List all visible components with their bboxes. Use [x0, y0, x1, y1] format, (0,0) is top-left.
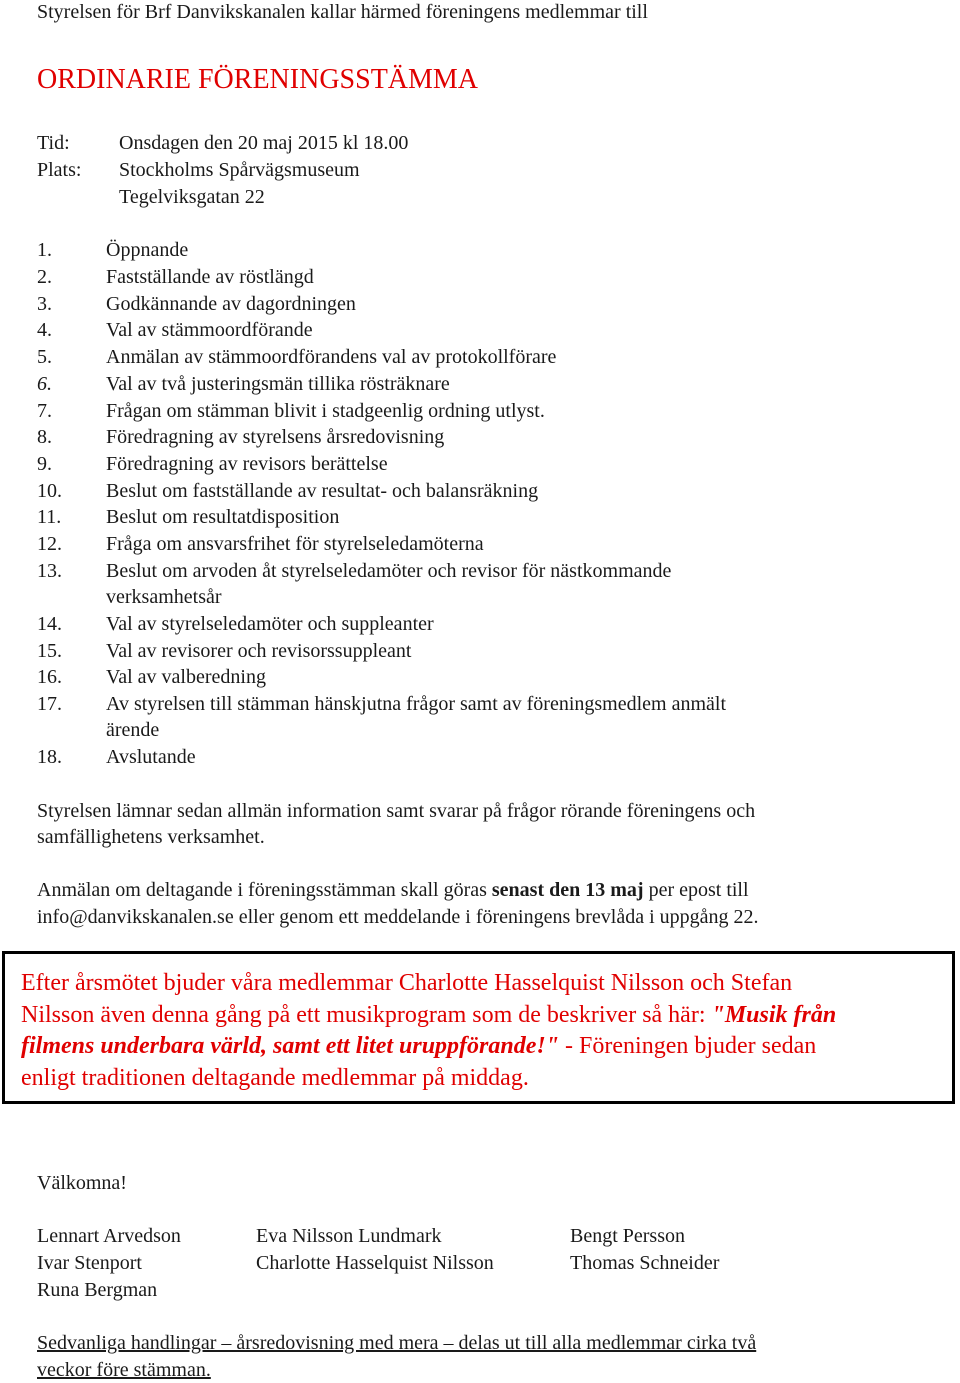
agenda-number: 2. [37, 266, 52, 288]
intro-text: Styrelsen för Brf Danvikskanalen kallar härmed föreningens medlemmar till [37, 1, 648, 23]
agenda-number: 12. [37, 533, 62, 555]
welcome-text: Välkomna! [37, 1172, 127, 1194]
registration-text: per epost till [643, 879, 749, 901]
signature-name: Lennart Arvedson [37, 1225, 181, 1247]
agenda-number: 18. [37, 746, 62, 768]
signature-name: Bengt Persson [570, 1225, 685, 1247]
agenda-item: Beslut om arvoden åt styrelseledamöter och revisor för nästkommande [106, 560, 672, 582]
agenda-item: Föredragning av styrelsens årsredovisning [106, 426, 445, 448]
agenda-item: Val av styrelseledamöter och suppleanter [106, 613, 434, 635]
signature-name: Thomas Schneider [570, 1252, 720, 1274]
notice-line [21, 1031, 936, 1063]
registration-line: info@danvikskanalen.se eller genom ett meddelande i föreningens brevlåda i uppgång 22. [37, 906, 759, 928]
time-value: Onsdagen den 20 maj 2015 kl 18.00 [119, 132, 409, 154]
notice-text: Nilsson även denna gång på ett musikprogram som de beskriver så här: [21, 1001, 712, 1028]
info-paragraph-line: samfällighetens verksamhet. [37, 826, 265, 848]
registration-deadline: senast den 13 maj [491, 879, 644, 901]
place-address: Tegelviksgatan 22 [119, 186, 265, 208]
agenda-item-continuation: verksamhetsår [106, 586, 222, 608]
place-label: Plats: [37, 159, 82, 181]
registration-line [37, 878, 749, 902]
agenda-item: Val av valberedning [106, 666, 266, 688]
agenda-number: 7. [37, 400, 52, 422]
agenda-item-continuation: ärende [106, 719, 160, 741]
agenda-number: 1. [37, 239, 52, 261]
agenda-number: 5. [37, 346, 52, 368]
agenda-item: Anmälan av stämmoordförandens val av protokollförare [106, 346, 557, 368]
agenda-number: 11. [37, 506, 62, 528]
agenda-number: 4. [37, 319, 52, 341]
agenda-number: 8. [37, 426, 52, 448]
agenda-number: 10. [37, 480, 62, 502]
info-paragraph-line: Styrelsen lämnar sedan allmän information samt svarar på frågor rörande föreningens och [37, 800, 756, 822]
agenda-item: Val av stämmoordförande [106, 319, 313, 341]
signature-name: Charlotte Hasselquist Nilsson [256, 1252, 494, 1274]
agenda-number: 14. [37, 613, 62, 635]
agenda-number: 16. [37, 666, 62, 688]
footer-note-line: Sedvanliga handlingar – årsredovisning med mera – delas ut till alla medlemmar cirka två [37, 1332, 757, 1354]
agenda-item: Fastställande av röstlängd [106, 266, 314, 288]
signature-name: Ivar Stenport [37, 1252, 142, 1274]
notice-line: enligt traditionen deltagande medlemmar på middag. [21, 1064, 529, 1091]
agenda-item: Val av två justeringsmän tillika rösträknare [106, 373, 450, 395]
notice-program-title: "Musik från [711, 1001, 837, 1028]
agenda-item: Av styrelsen till stämman hänskjutna frågor samt av föreningsmedlem anmält [106, 693, 727, 715]
time-label: Tid: [37, 132, 70, 154]
notice-line: Efter årsmötet bjuder våra medlemmar Charlotte Hasselquist Nilsson och Stefan [21, 970, 793, 996]
notice-line [21, 1000, 936, 1032]
agenda-item: Beslut om fastställande av resultat- och balansräkning [106, 480, 539, 502]
agenda-number: 6. [37, 373, 52, 395]
notice-program-title: filmens underbara värld, samt ett litet uruppförande!" [21, 1033, 560, 1059]
agenda-item: Godkännande av dagordningen [106, 293, 356, 315]
agenda-number: 9. [37, 453, 52, 475]
place-value: Stockholms Spårvägsmuseum [119, 159, 360, 181]
agenda-number: 17. [37, 693, 62, 715]
notice-text: - Föreningen bjuder sedan [559, 1033, 817, 1059]
dinner-notice-box [2, 951, 955, 1104]
agenda-item: Val av revisorer och revisorssuppleant [106, 640, 412, 662]
agenda-item: Öppnande [106, 239, 189, 261]
agenda-number: 15. [37, 640, 62, 662]
agenda-item: Fråga om ansvarsfrihet för styrelseledamöterna [106, 533, 484, 555]
agenda-item: Föredragning av revisors berättelse [106, 453, 388, 475]
signature-name: Runa Bergman [37, 1279, 158, 1301]
agenda-item: Beslut om resultatdisposition [106, 506, 340, 528]
document-title: ORDINARIE FÖRENINGSSTÄMMA [37, 64, 479, 95]
footer-note-line: veckor före stämman. [37, 1359, 211, 1381]
signature-name: Eva Nilsson Lundmark [256, 1225, 442, 1247]
agenda-number: 13. [37, 560, 62, 582]
agenda-number: 3. [37, 293, 52, 315]
registration-text: Anmälan om deltagande i föreningsstämman skall göras [37, 879, 492, 901]
agenda-item: Avslutande [106, 746, 196, 768]
agenda-item: Frågan om stämman blivit i stadgeenlig ordning utlyst. [106, 400, 545, 422]
